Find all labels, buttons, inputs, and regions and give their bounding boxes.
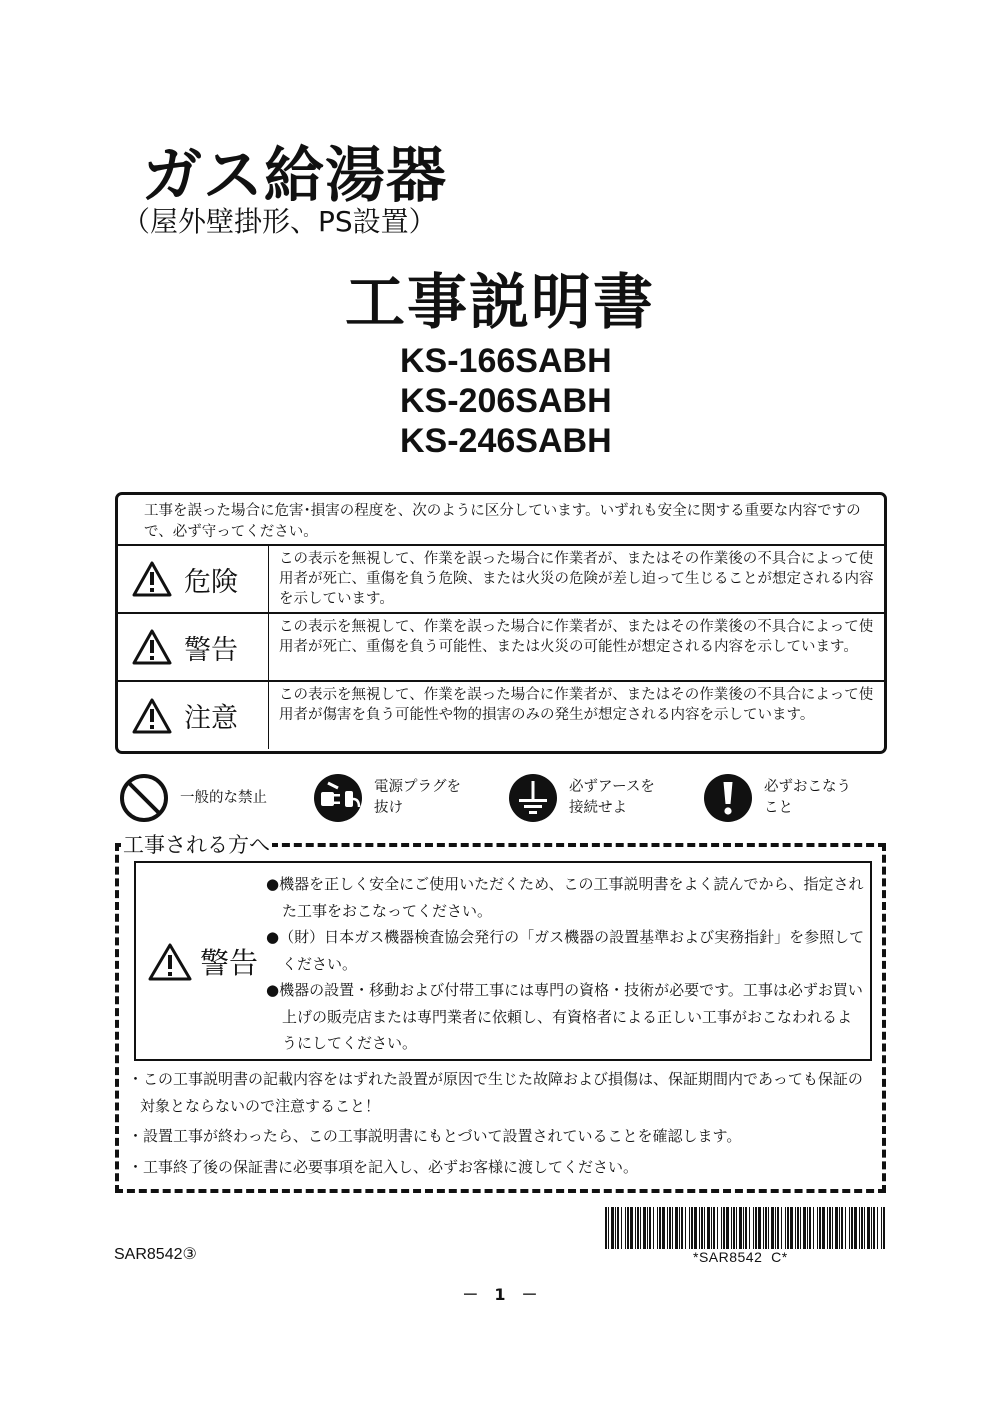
- legend-label-cell: [118, 682, 269, 749]
- installer-warning-items: [266, 871, 866, 1057]
- barcode-bar: [679, 1207, 680, 1249]
- barcode-bar: [672, 1207, 673, 1249]
- barcode-bar: [733, 1207, 735, 1249]
- barcode-bar: [797, 1207, 799, 1249]
- barcode-bar: [726, 1207, 729, 1249]
- barcode-bar: [771, 1207, 774, 1249]
- symbol-label: 一般的な禁止: [180, 789, 267, 806]
- barcode-bar: [813, 1207, 814, 1249]
- warning-triangle-icon: [132, 698, 172, 734]
- legend-label-cell: [118, 546, 269, 612]
- barcode-bar: [819, 1207, 821, 1249]
- page-number: － 1 －: [462, 1285, 538, 1304]
- barcode-bar: [758, 1207, 761, 1249]
- barcode-bar: [873, 1207, 875, 1249]
- legend-label-text: 警告: [184, 634, 238, 666]
- symbol-label-line: こと: [764, 800, 793, 816]
- barcode-bar: [640, 1207, 641, 1249]
- barcode-bar: [681, 1207, 683, 1249]
- barcode-bar: [621, 1207, 622, 1249]
- barcode-bar: [704, 1207, 705, 1249]
- barcode-bar: [765, 1207, 767, 1249]
- barcode-bar: [795, 1207, 796, 1249]
- symbol-ground: [507, 772, 655, 824]
- barcode-bar: [817, 1207, 818, 1249]
- note-item: ・設置工事が終わったら、この工事説明書にもとづいて設置されていることを確認します。: [128, 1127, 742, 1145]
- legend-description: この表示を無視して、作業を誤った場合に作業者が、またはその作業後の不具合によって使用者が死亡、重傷を負う可能性、または火災の可能性が想定される内容を示しています。: [279, 619, 874, 655]
- legend-row-danger: [118, 546, 884, 614]
- barcode-bar: [699, 1207, 700, 1249]
- barcode-bar: [713, 1207, 715, 1249]
- barcode-bar: [829, 1207, 831, 1249]
- warning-triangle-icon: [148, 943, 192, 981]
- barcode-bar: [647, 1207, 648, 1249]
- barcode-bar: [717, 1207, 718, 1249]
- note-item: ・この工事説明書の記載内容をはずれた設置が原因で生じた故障および損傷は、保証期間内であっても保証の対象とならないので注意すること！: [128, 1070, 863, 1115]
- barcode-bar: [800, 1207, 801, 1249]
- product-subtitle: （屋外壁掛形、PS設置）: [122, 205, 437, 238]
- legend-label-text: 注意: [184, 703, 238, 734]
- legend-intro: 工事を誤った場合に危害･損害の程度を、次のように区分しています。いずれも安全に関する重要な内容ですので、必ず守ってください。: [118, 495, 884, 546]
- symbol-label-line: 電源プラグを: [374, 779, 461, 795]
- barcode-bar: [635, 1207, 636, 1249]
- barcode-bar: [832, 1207, 833, 1249]
- barcode-bar: [637, 1207, 639, 1249]
- barcode-bar: [689, 1207, 690, 1249]
- note-item: ・工事終了後の保証書に必要事項を記入し、必ずお客様に渡してください。: [128, 1157, 639, 1176]
- barcode-bar: [807, 1207, 808, 1249]
- barcode-bar: [667, 1207, 668, 1249]
- barcode-bar: [615, 1207, 616, 1249]
- installer-warning-label: [148, 941, 258, 982]
- barcode-bar: [877, 1207, 878, 1249]
- barcode-bar: [745, 1207, 747, 1249]
- barcode-bar: [662, 1207, 665, 1249]
- barcode-bar: [827, 1207, 828, 1249]
- barcode-bar: [777, 1207, 779, 1249]
- barcode-bar: [685, 1207, 686, 1249]
- symbol-unplug: [312, 772, 461, 824]
- barcode-bar: [790, 1207, 793, 1249]
- barcode-bar: [627, 1207, 629, 1249]
- barcode-bar: [723, 1207, 725, 1249]
- barcode-bar: [739, 1207, 742, 1249]
- barcode-bar: [653, 1207, 654, 1249]
- barcode-bar: [867, 1207, 870, 1249]
- barcode-bar: [691, 1207, 693, 1249]
- mandatory-action-icon: [702, 772, 754, 824]
- legend-description: この表示を無視して、作業を誤った場合に作業者が、またはその作業後の不具合によって使用者が傷害を負う可能性や物的損害のみの発生が想定される内容を示しています。: [279, 687, 874, 723]
- installer-warning-box: [134, 861, 872, 1061]
- barcode-bar: [859, 1207, 860, 1249]
- barcode-bar: [608, 1207, 609, 1249]
- barcode-bar: [657, 1207, 658, 1249]
- barcode-bar: [881, 1207, 882, 1249]
- legend-row-warning: [118, 614, 884, 682]
- unplug-icon: [312, 772, 364, 824]
- barcode-bar: [669, 1207, 671, 1249]
- barcode-bar: [625, 1207, 626, 1249]
- prohibition-icon: [118, 772, 170, 824]
- barcode-bar: [781, 1207, 782, 1249]
- barcode-bar: [675, 1207, 678, 1249]
- symbol-label-line: 接続せよ: [569, 800, 627, 816]
- barcode-bar: [803, 1207, 806, 1249]
- symbol-label-line: 必ずアースを: [569, 779, 655, 795]
- installer-heading: 工事される方へ: [121, 829, 272, 859]
- barcode-bar: [643, 1207, 646, 1249]
- barcode-bar: [694, 1207, 697, 1249]
- barcode-bar: [849, 1207, 850, 1249]
- barcode-bar: [731, 1207, 732, 1249]
- barcode-bar: [630, 1207, 633, 1249]
- symbol-mandatory: [702, 772, 851, 824]
- model-number: KS-166SABH: [400, 342, 612, 380]
- installer-warning-word: 警告: [200, 946, 259, 980]
- barcode-text: *SAR8542 C*: [693, 1249, 788, 1265]
- barcode-bar: [649, 1207, 651, 1249]
- legend-description: この表示を無視して、作業を誤った場合に作業者が、またはその作業後の不具合によって使用者が死亡、重傷を負う危険、または火災の危険が差し迫って生じることが想定される内容を示しています。: [279, 551, 874, 607]
- barcode-bar: [736, 1207, 737, 1249]
- barcode-bar: [659, 1207, 661, 1249]
- warning-triangle-icon: [132, 561, 172, 597]
- barcode-bar: [787, 1207, 789, 1249]
- barcode-bar: [851, 1207, 853, 1249]
- barcode-bar: [864, 1207, 865, 1249]
- barcode-bar: [775, 1207, 776, 1249]
- product-title: ガス給湯器: [142, 141, 447, 211]
- symbol-label-line: 必ずおこなう: [764, 779, 851, 795]
- barcode-bar: [835, 1207, 838, 1249]
- legend-label-cell: [118, 614, 269, 680]
- warning-item: ●機器の設置・移動および付帯工事には専門の資格・技術が必要です。工事は必ずお買い上げの販売店または専門業者に依頼し、有資格者による正しい工事がおこなわれるようにしてください。: [266, 981, 863, 1052]
- barcode-bar: [707, 1207, 710, 1249]
- barcode-bar: [809, 1207, 811, 1249]
- barcode-bar: [611, 1207, 614, 1249]
- barcode-bar: [617, 1207, 619, 1249]
- barcode-bar: [763, 1207, 764, 1249]
- barcode-bar: [861, 1207, 863, 1249]
- barcode-bar: [841, 1207, 843, 1249]
- barcode: [605, 1207, 887, 1249]
- legend-row-caution: [118, 682, 884, 749]
- hazard-legend-table: [115, 492, 887, 754]
- barcode-bar: [768, 1207, 769, 1249]
- barcode-bar: [701, 1207, 703, 1249]
- installer-notes: [128, 1066, 876, 1180]
- barcode-bar: [753, 1207, 754, 1249]
- warning-item: ●機器を正しく安全にご使用いただくため、この工事説明書をよく読んでから、指定された工事をおこなってください。: [266, 875, 864, 920]
- symbol-label: [764, 777, 851, 819]
- barcode-bar: [785, 1207, 786, 1249]
- barcode-bar: [721, 1207, 722, 1249]
- model-number: KS-246SABH: [400, 422, 612, 460]
- document-title: 工事説明書: [345, 268, 655, 338]
- legend-label-text: 危険: [184, 566, 238, 598]
- barcode-bar: [845, 1207, 846, 1249]
- barcode-bar: [871, 1207, 872, 1249]
- symbol-label: [569, 777, 655, 819]
- symbol-label: [374, 777, 461, 819]
- warning-item: ●（財）日本ガス機器検査協会発行の「ガス機器の設置基準および実務指針」を参照してください。: [266, 928, 865, 973]
- warning-triangle-icon: [132, 629, 172, 665]
- symbol-label-line: 抜け: [374, 800, 403, 816]
- barcode-bar: [839, 1207, 840, 1249]
- barcode-bar: [749, 1207, 750, 1249]
- barcode-bar: [854, 1207, 857, 1249]
- model-number: KS-206SABH: [400, 382, 612, 420]
- document-code: SAR8542③: [114, 1246, 197, 1263]
- barcode-bar: [605, 1207, 607, 1249]
- barcode-bar: [883, 1207, 885, 1249]
- barcode-bar: [822, 1207, 825, 1249]
- symbol-prohibition: [118, 772, 267, 824]
- barcode-bar: [743, 1207, 744, 1249]
- ground-icon: [507, 772, 559, 824]
- barcode-bar: [755, 1207, 757, 1249]
- barcode-bar: [711, 1207, 712, 1249]
